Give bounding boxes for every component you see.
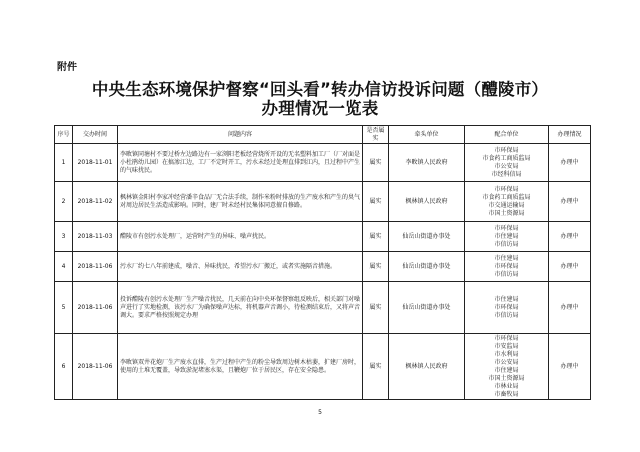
row-index: 3 (55, 222, 73, 252)
row-verified: 属实 (363, 144, 389, 182)
row-date: 2018-11-03 (73, 222, 118, 252)
col-header-index: 序号 (55, 126, 73, 144)
row-index: 6 (55, 334, 73, 400)
partner-unit: 市环保局 (494, 334, 519, 342)
row-verified: 属实 (363, 182, 389, 222)
row-partner-units (465, 222, 549, 252)
partner-unit: 市经科信局 (491, 170, 522, 178)
col-header-status: 办理情况 (549, 126, 591, 144)
row-status: 办理中 (549, 334, 591, 400)
partner-unit: 市信访局 (494, 240, 519, 248)
partner-unit: 市环保局 (494, 303, 519, 311)
partner-unit: 市公安局 (494, 358, 519, 366)
row-partner-units (465, 182, 549, 222)
partner-unit: 市住建局 (494, 366, 519, 374)
col-header-date: 交办时间 (73, 126, 118, 144)
row-partner-units (465, 252, 549, 282)
row-date: 2018-11-06 (73, 252, 118, 282)
table-row (55, 182, 591, 222)
attachment-label: 附件 (57, 62, 77, 73)
row-lead-unit: 李畋镇人民政府 (389, 144, 465, 182)
row-date: 2018-11-06 (73, 334, 118, 400)
row-date: 2018-11-02 (73, 182, 118, 222)
row-partner-units (465, 144, 549, 182)
partner-unit: 市信访局 (494, 270, 519, 278)
col-header-partner-units: 配合单位 (465, 126, 549, 144)
row-lead-unit: 仙岳山街道办事处 (389, 282, 465, 334)
partner-unit: 市食药工商质监局 (482, 193, 531, 201)
partner-unit: 市环保局 (494, 262, 519, 270)
row-lead-unit: 枫林镇人民政府 (389, 334, 465, 400)
row-index: 5 (55, 282, 73, 334)
partner-unit: 市交通运输局 (488, 201, 525, 209)
row-content: 投诉醴陵有创污水处理厂生产噪音扰民，几天前在向中央环保督察组反映后，相关部门对噪声进行了实地检测，该污水厂为确保噪声达标，将机器声音调小，待检测结束后，又将声音调大。要求严格按照规定办理 (118, 282, 363, 334)
table-header-row (55, 126, 591, 144)
col-header-content: 问题内容 (118, 126, 363, 144)
partner-unit: 市安监局 (494, 342, 519, 350)
document-subtitle: 办理情况一览表 (261, 99, 379, 118)
row-verified: 属实 (363, 282, 389, 334)
partner-unit: 市林业局 (494, 382, 519, 390)
row-date: 2018-11-06 (73, 282, 118, 334)
partner-unit: 市住建局 (494, 295, 519, 303)
partner-unit: 市国土资源局 (488, 209, 525, 217)
partner-unit: 市信访局 (494, 311, 519, 319)
row-lead-unit: 仙岳山街道办事处 (389, 252, 465, 282)
row-lead-unit: 仙岳山街道办事处 (389, 222, 465, 252)
row-partner-units (465, 282, 549, 334)
partner-unit: 市国土资源局 (488, 374, 525, 382)
col-header-verified: 是否属实 (363, 126, 389, 144)
row-status: 办理中 (549, 182, 591, 222)
row-status: 办理中 (549, 222, 591, 252)
document-title: 中央生态环境保护督察“回头看”转办信访投诉问题（醴陵市） (91, 80, 549, 99)
row-lead-unit: 枫林镇人民政府 (389, 182, 465, 222)
col-header-lead-unit: 牵头单位 (389, 126, 465, 144)
table-row (55, 144, 591, 182)
row-index: 1 (55, 144, 73, 182)
partner-unit: 市公安局 (494, 162, 519, 170)
row-verified: 属实 (363, 334, 389, 400)
partner-unit: 市住建局 (494, 232, 519, 240)
table-row (55, 282, 591, 334)
row-status: 办理中 (549, 144, 591, 182)
page-number: 5 (318, 409, 322, 416)
row-date: 2018-11-01 (73, 144, 118, 182)
row-status: 办理中 (549, 252, 591, 282)
table-row (55, 222, 591, 252)
row-content: 李畋镇同塘村不要过桥左边路边有一家浏阳老板经营烧所开设的无名塑料加工厂（厂对面是小杜鹃幼儿园）在搞渗江边，工厂不定时开工，污水未经过处理直排到江内，且过程中产生的气味扰民。 (118, 144, 363, 182)
table-row (55, 252, 591, 282)
partner-unit: 市环保局 (494, 185, 519, 193)
row-partner-units (465, 334, 549, 400)
table-row (55, 334, 591, 400)
partner-unit: 市环保局 (494, 146, 519, 154)
partner-unit: 市环保局 (494, 224, 519, 232)
row-index: 4 (55, 252, 73, 282)
row-status: 办理中 (549, 282, 591, 334)
row-content: 污水厂约七八年前建成，噪音、异味扰民，希望污水厂搬迁，或者实施隔音措施。 (118, 252, 363, 282)
row-content: 李畋镇双井花炮厂生产废水直排，生产过程中产生的粉尘导致周边树木枯萎，扩建厂房时，使用的土堆无覆盖，导致淤泥堵塞水渠，且鞭炮厂位于居民区，存在安全隐患。 (118, 334, 363, 400)
partner-unit: 市住建局 (494, 254, 519, 262)
partner-unit: 市畜牧局 (494, 390, 519, 398)
partner-unit: 市食药工商质监局 (482, 154, 531, 162)
row-content: 枫林镇金阳村李家冲经营潘辛食品厂无合法手续，制作米粉时排放的生产废水和产生的臭气对周边居民生活造成影响。同时，建厂时未经村民集体同意擅自修路。 (118, 182, 363, 222)
complaint-table (54, 125, 591, 400)
row-verified: 属实 (363, 252, 389, 282)
row-index: 2 (55, 182, 73, 222)
row-content: 醴陵市有创污水处理厂，运营时产生的异味、噪声扰民。 (118, 222, 363, 252)
partner-unit: 市水利局 (494, 350, 519, 358)
row-verified: 属实 (363, 222, 389, 252)
